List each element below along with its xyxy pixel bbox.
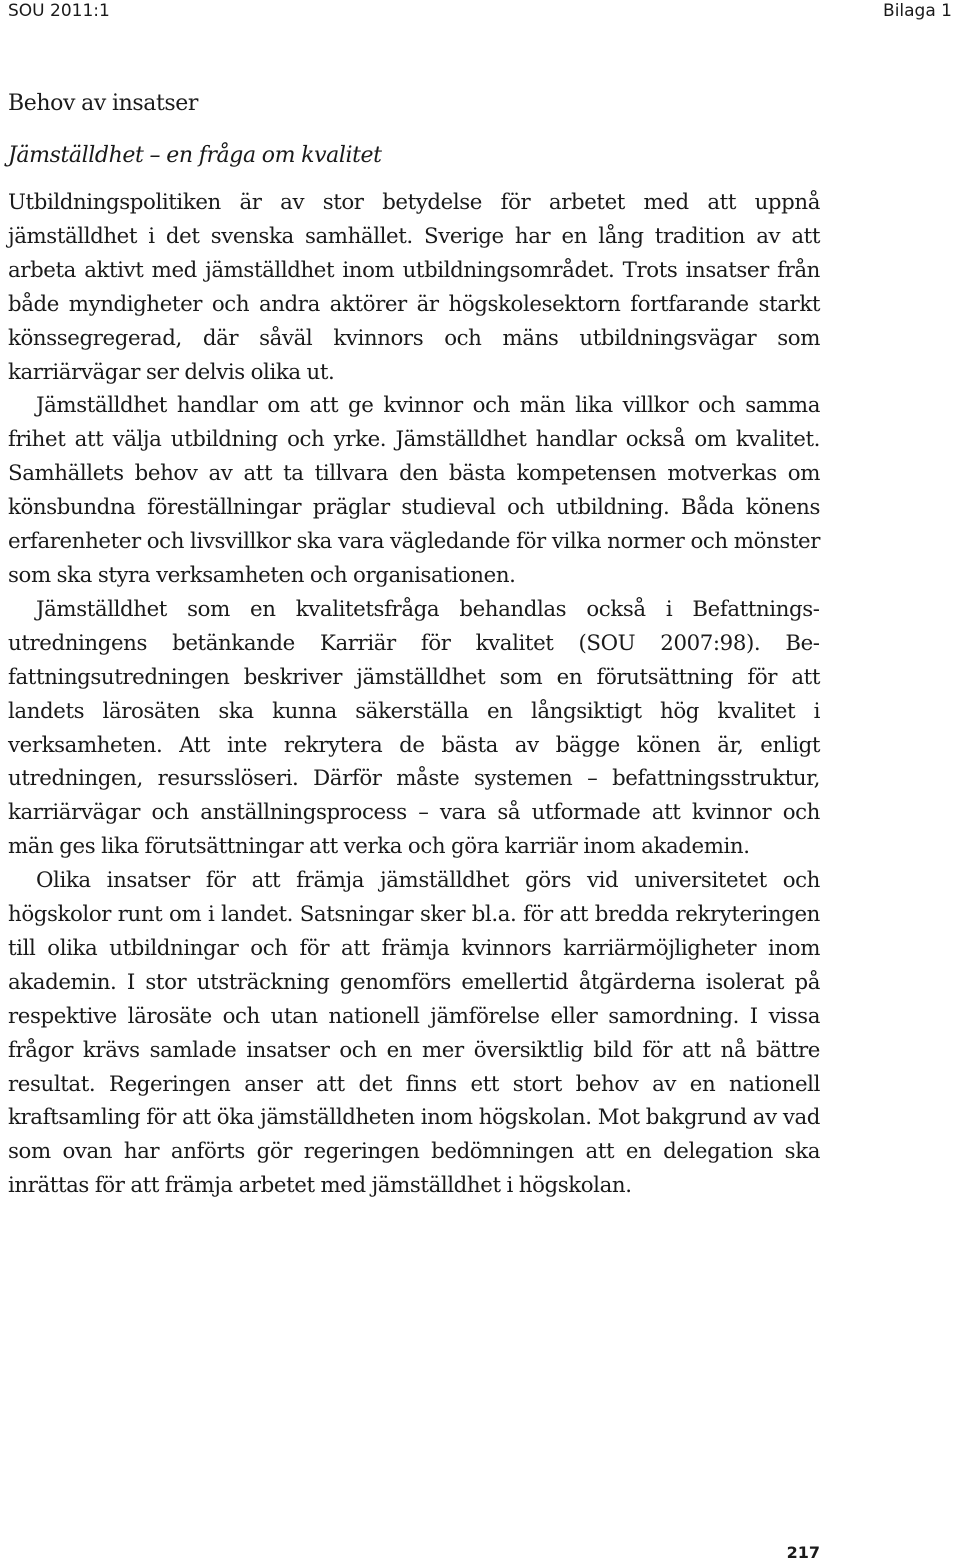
body-paragraph-4: Olika insatser för att främja jämställdhet görs vid universitetet och högskolor runt om i landet. Satsningar sker bl.a. för att bredda rekryteringen till olika utbildningar och för att främja kvinnors karriärmöjligheter inom akademin. I stor utsträckning genomförs emellertid åtgärderna isolerat på respektive lärosäte och utan nationell jämförelse eller samordning. I vissa frågor krävs samlade insatser och en mer översiktlig bild för att nå bättre resultat. Regeringen anser att det finns ett stort behov av en nationell kraftsamling för att öka jämställdheten inom högskolan. Mot bakgrund av vad som ovan har anförts gör regeringen bedömningen att en delegation ska inrättas för att främja arbetet med jämställdhet i högskolan. [8, 868, 820, 1199]
page-body [8, 84, 820, 1203]
section-title: Behov av insatser [8, 91, 199, 116]
page-number: 217 [786, 1543, 820, 1562]
running-header [8, 0, 952, 24]
body-paragraph-2: Jämställdhet handlar om att ge kvinnor och män lika villkor och samma frihet att välja utbildning och yrke. Jämställdhet handlar också om kvalitet. Samhällets behov av att ta tillvara den bästa kompetensen motverkas om könsbundna föreställningar präglar studieval och utbildning. Båda könens erfarenheter och livsvillkor ska vara vägledande för vilka normer och mönster som ska styra verksamheten och organisationen. [8, 393, 820, 588]
body-paragraph-1: Utbildningspolitiken är av stor betydelse för arbetet med att uppnå jämställdhet i det svenska samhället. Sverige har en lång tradition av att arbeta aktivt med jämställdhet inom utbildningsområdet. Trots insatser från både myndigheter och andra aktörer är högskolesektorn fortfarande starkt könssegregerad, där såväl kvinnors och mäns utbildningsvägar som karriärvägar ser delvis olika ut. [8, 190, 820, 385]
report-number: SOU 2011:1 [8, 1, 110, 21]
section-subtitle: Jämställdhet – en fråga om kvalitet [8, 143, 382, 168]
appendix-label: Bilaga 1 [883, 1, 952, 21]
body-paragraph-3: Jämställdhet som en kvalitetsfråga behandlas också i Befattningsutredningens betänkande Karriär för kvalitet (SOU 2007:98). Befattningsutredningen beskriver jämställdhet som en förutsättning för att landets lärosäten ska kunna säkerställa en långsiktigt hög kvalitet i verksamheten. Att inte rekrytera de bästa av bägge könen är, enligt utredningen, resursslöseri. Därför måste systemen – befattningsstruktur, karriärvägar och anställningsprocess – vara så utformade att kvinnor och män ges lika förutsättningar att verka och göra karriär inom akademin. [8, 596, 820, 860]
